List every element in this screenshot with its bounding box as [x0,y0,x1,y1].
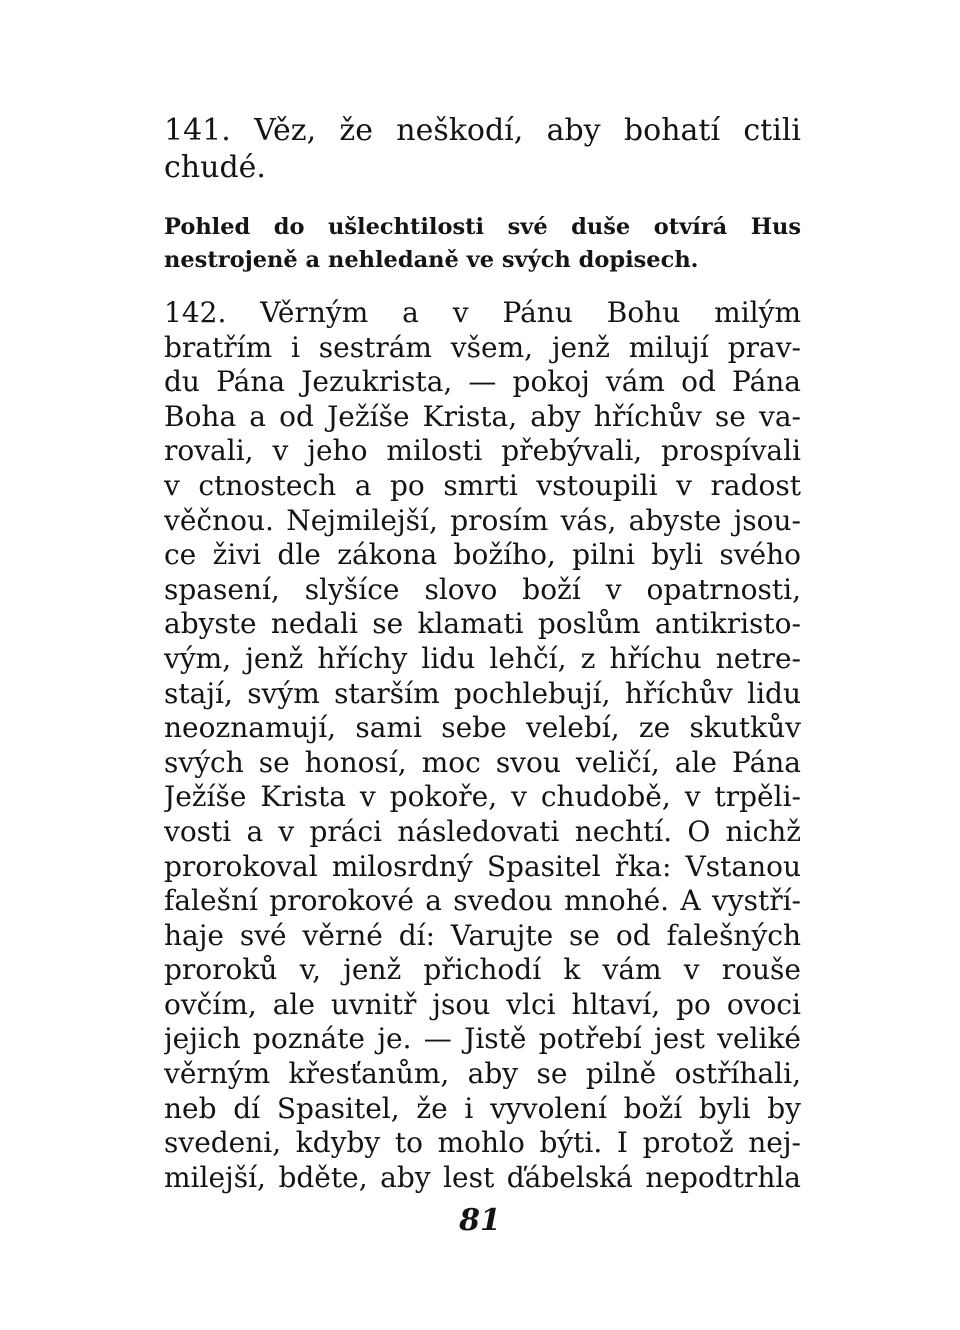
paragraph-line: jejich poznáte je. — Jistě potřebí jest veliké [164,1022,801,1056]
editorial-note [164,211,801,277]
letter-paragraph [164,296,801,1195]
note-line: nestrojeně a nehledaně ve svých dopisech. [164,247,699,273]
paragraph-line: Boha a od Ježíše Krista, aby hříchův se va- [164,399,801,433]
paragraph-line: svých se honosí, moc svou veličí, ale Pána [164,745,801,779]
paragraph-line: neb dí Spasitel, že i vyvolení boží byli by [164,1091,801,1125]
paragraph-line: svedeni, kdyby to mohlo býti. I protož nej- [164,1126,801,1160]
paragraph-line: vosti a v práci následovati nechtí. O nichž [164,814,801,848]
paragraph-line: stají, svým starším pochlebují, hříchův lidu [164,676,801,710]
paragraph-line: abyste nedali se klamati poslům antikristo- [164,607,801,641]
paragraph-line: prorokoval milosrdný Spasitel řka: Vstanou [164,849,801,883]
paragraph-line: vým, jenž hříchy lidu lehčí, z hříchu netre- [164,641,801,675]
heading-line: chudé. [164,150,266,185]
paragraph-line: věrným křesťanům, aby se pilně ostříhali, [164,1057,801,1091]
paragraph-line: milejší, bděte, aby lest ďábelská nepodtrhla [164,1160,801,1194]
paragraph-line: spasení, slyšíce slovo boží v opatrnosti, [164,572,801,606]
page-number: 81 [459,1203,501,1238]
paragraph-line: v ctnostech a po smrti vstoupili v radost [164,468,801,502]
paragraph-line: ce živi dle zákona božího, pilni byli svého [164,538,801,572]
paragraph-line: du Pána Jezukrista, — pokoj vám od Pána [164,365,801,399]
paragraph-line: falešní prorokové a svedou mnohé. A vystří- [164,884,801,918]
paragraph-line: 142. Věrným a v Pánu Bohu milým [164,296,801,329]
paragraph-line: haje své věrné dí: Varujte se od falešných [164,918,801,952]
paragraph-line: Ježíše Krista v pokoře, v chudobě, v trpěli- [164,780,801,814]
paragraph-line: ovčím, ale uvnitř jsou vlci hltaví, po ovoci [164,987,801,1021]
paragraph-line: věčnou. Nejmilejší, prosím vás, abyste jsou- [164,503,801,537]
paragraph-line: rovali, v jeho milosti přebývali, prospívali [164,434,801,468]
paragraph-line: proroků v, jenž přichodí k vám v rouše [164,953,801,987]
section-heading [164,112,801,186]
paragraph-line: neoznamují, sami sebe velebí, ze skutkův [164,711,801,745]
note-line: Pohled do ušlechtilosti své duše otvírá Hus [164,214,801,240]
paragraph-line: bratřím i sestrám všem, jenž milují prav- [164,330,801,364]
heading-line: 141. Věz, že neškodí, aby bohatí ctili [164,113,801,148]
